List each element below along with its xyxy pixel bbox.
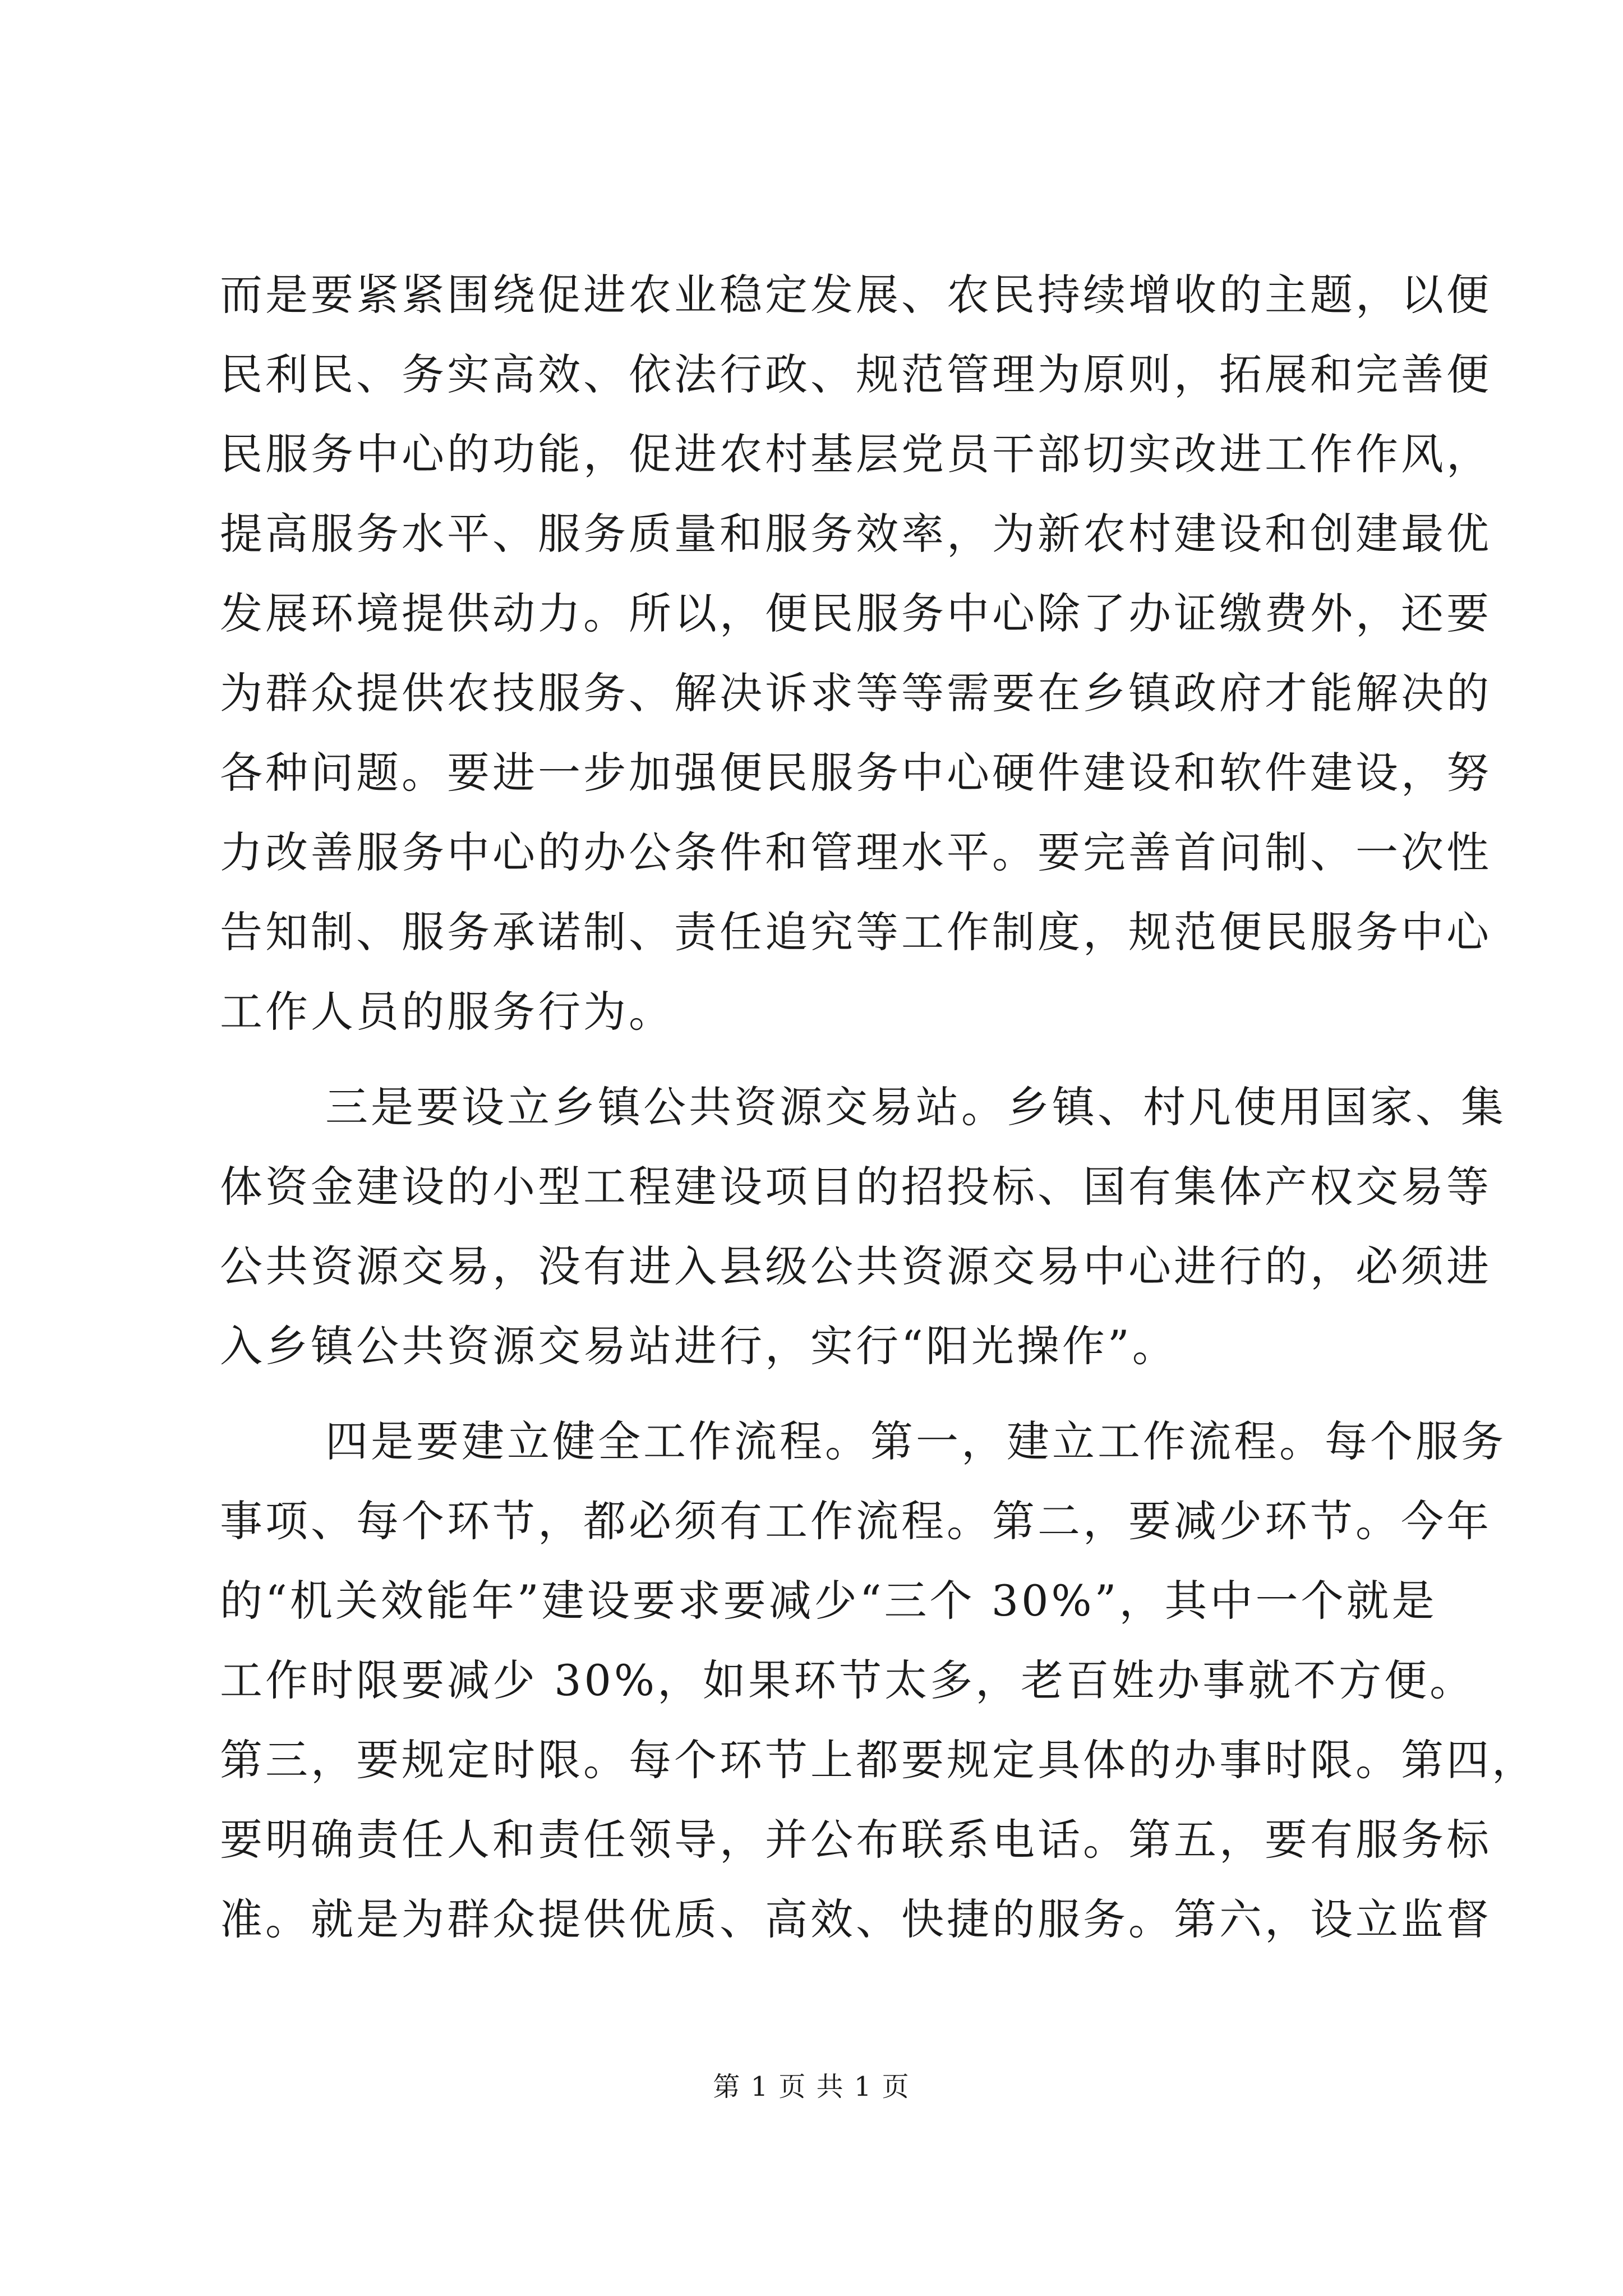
text-line: 发展环境提供动力。所以，便民服务中心除了办证缴费外，还要	[220, 588, 1492, 638]
text-line: 提高服务水平、服务质量和服务效率，为新农村建设和创建最优	[220, 509, 1492, 559]
text-line: 体资金建设的小型工程建设项目的招投标、国有集体产权交易等	[220, 1162, 1492, 1212]
text-line: 入乡镇公共资源交易站进行，实行“阳光操作”。	[220, 1321, 1178, 1371]
text-line: 而是要紧紧围绕促进农业稳定发展、农民持续增收的主题，以便	[220, 270, 1492, 320]
text-line: 为群众提供农技服务、解决诉求等等需要在乡镇政府才能解决的	[220, 668, 1492, 718]
document-body	[220, 255, 1537, 1959]
text-line: 工作时限要减少 30%，如果环节太多，老百姓办事就不方便。	[220, 1655, 1476, 1705]
paragraph-start-line: 三是要设立乡镇公共资源交易站。乡镇、村凡使用国家、集	[325, 1082, 1506, 1132]
text-line: 第三，要规定时限。每个环节上都要规定具体的办事时限。第四，	[220, 1735, 1537, 1785]
text-line: 民利民、务实高效、依法行政、规范管理为原则，拓展和完善便	[220, 349, 1492, 399]
text-line: 力改善服务中心的办公条件和管理水平。要完善首问制、一次性	[220, 827, 1492, 877]
text-line: 事项、每个环节，都必须有工作流程。第二，要减少环节。今年	[220, 1496, 1492, 1546]
text-line: 的“机关效能年”建设要求要减少“三个 30%”，其中一个就是	[220, 1576, 1437, 1626]
page-footer: 第 1 页 共 1 页	[713, 2071, 910, 2102]
text-line: 民服务中心的功能，促进农村基层党员干部切实改进工作作风，	[220, 429, 1492, 479]
text-line: 工作人员的服务行为。	[220, 987, 674, 1037]
paragraph-start-line: 四是要建立健全工作流程。第一，建立工作流程。每个服务	[325, 1416, 1506, 1466]
text-line: 要明确责任人和责任领导，并公布联系电话。第五，要有服务标	[220, 1815, 1492, 1865]
text-line: 各种问题。要进一步加强便民服务中心硬件建设和软件建设，努	[220, 748, 1492, 798]
text-line: 准。就是为群众提供优质、高效、快捷的服务。第六，设立监督	[220, 1894, 1492, 1944]
text-line: 公共资源交易，没有进入县级公共资源交易中心进行的，必须进	[220, 1241, 1492, 1291]
text-line: 告知制、服务承诺制、责任追究等工作制度，规范便民服务中心	[220, 907, 1492, 957]
